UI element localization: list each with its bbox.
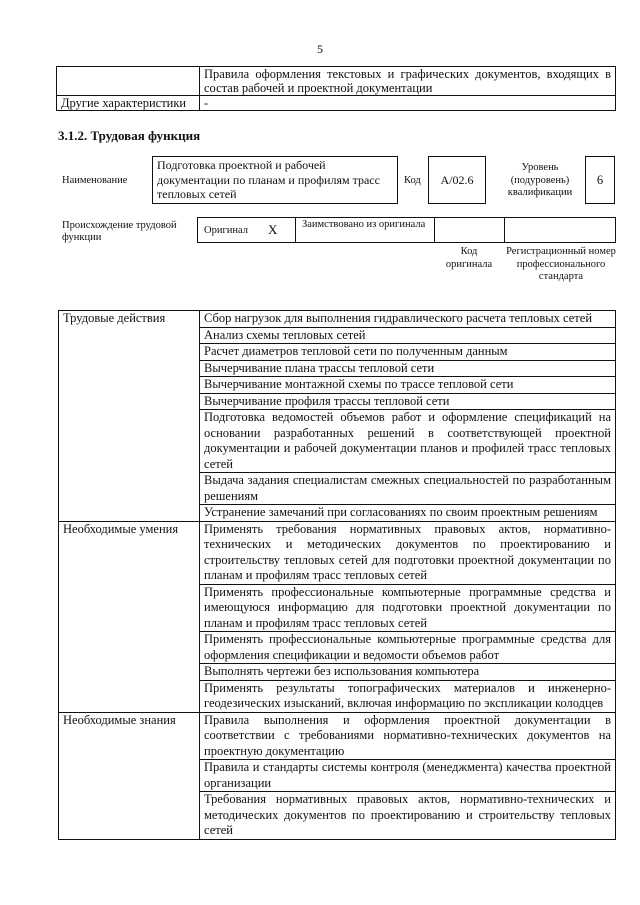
section-label: Трудовые действия [59, 311, 200, 522]
list-item: Выполнять чертежи без использования компьютера [200, 664, 616, 681]
origin-label: Происхождение трудовой функции [62, 220, 177, 243]
table-row [59, 311, 616, 328]
level-label: Уровень (подуровень) квалификации [507, 162, 573, 198]
continuation-table [56, 66, 616, 111]
list-item: Применять требования нормативных правовых актов, нормативно-технических и методических документов по проектированию и строительству тепловых сетей для подготовки проектной документации по планам и профилям трасс тепловых сетей [200, 521, 616, 584]
divider [434, 217, 435, 243]
list-item: Применять профессиональные компьютерные программные средства для оформления спецификации и ведомости объемов работ [200, 632, 616, 664]
list-item: Правила и стандарты системы контроля (менеджмента) качества проектной организации [200, 760, 616, 792]
name-label: Наименование [62, 175, 128, 186]
origin-row [197, 217, 616, 243]
list-item: Сбор нагрузок для выполнения гидравлического расчета тепловых сетей [200, 311, 616, 328]
divider [295, 217, 296, 243]
list-item: Применять результаты топографических материалов и инженерно-геодезических изысканий, включая информацию по экспликации колодцев [200, 680, 616, 712]
list-item: Требования нормативных правовых актов, нормативно-технических и методических документов по проектированию и строительству тепловых сетей [200, 792, 616, 840]
row-value: Правила оформления текстовых и графических документов, входящих в состав рабочей и проектной документации [200, 67, 616, 96]
list-item: Вычерчивание монтажной схемы по трассе тепловой сети [200, 377, 616, 394]
reg-caption: Регистрационный номер профессионального стандарта [506, 246, 616, 282]
list-item: Вычерчивание плана трассы тепловой сети [200, 360, 616, 377]
list-item: Вычерчивание профиля трассы тепловой сети [200, 393, 616, 410]
list-item: Устранение замечаний при согласованиях по своим проектным решениям [200, 505, 616, 522]
code-label: Код [404, 175, 421, 186]
row-label [57, 67, 200, 96]
code-value: A/02.6 [428, 156, 486, 204]
row-label: Другие характеристики [57, 96, 200, 111]
function-name: Подготовка проектной и рабочей документации по планам и профилям трасс тепловых сетей [152, 156, 398, 204]
level-value: 6 [585, 156, 615, 204]
table-row [59, 712, 616, 760]
row-value: - [200, 96, 616, 111]
divider [504, 217, 505, 243]
list-item: Анализ схемы тепловых сетей [200, 327, 616, 344]
original-mark: X [268, 222, 278, 237]
original-label: Оригинал [204, 225, 248, 236]
section-label: Необходимые умения [59, 521, 200, 712]
list-item: Подготовка ведомостей объемов работ и оформление спецификаций на основании разработанных решений в соответствующей проектной документации и рабочей документации планов и профилей трасс тепловых сетей [200, 410, 616, 473]
list-item: Выдача задания специалистам смежных специальностей по разработанным решениям [200, 473, 616, 505]
function-details-table [58, 310, 616, 840]
list-item: Расчет диаметров тепловой сети по полученным данным [200, 344, 616, 361]
list-item: Применять профессиональные компьютерные программные средства и имеющуюся информацию для подготовки проектной документации по планам и профилям трасс тепловых сетей [200, 584, 616, 632]
list-item: Правила выполнения и оформления проектной документации в соответствии с требованиями нормативно-технических документов на проектную документацию [200, 712, 616, 760]
section-title: 3.1.2. Трудовая функция [58, 128, 201, 143]
borrowed-label: Заимствовано из оригинала [302, 219, 426, 230]
table-row [57, 96, 616, 111]
section-label: Необходимые знания [59, 712, 200, 839]
table-row [57, 67, 616, 96]
page-number: 5 [317, 42, 323, 56]
code-caption: Код оригинала [445, 246, 493, 270]
table-row [59, 521, 616, 584]
